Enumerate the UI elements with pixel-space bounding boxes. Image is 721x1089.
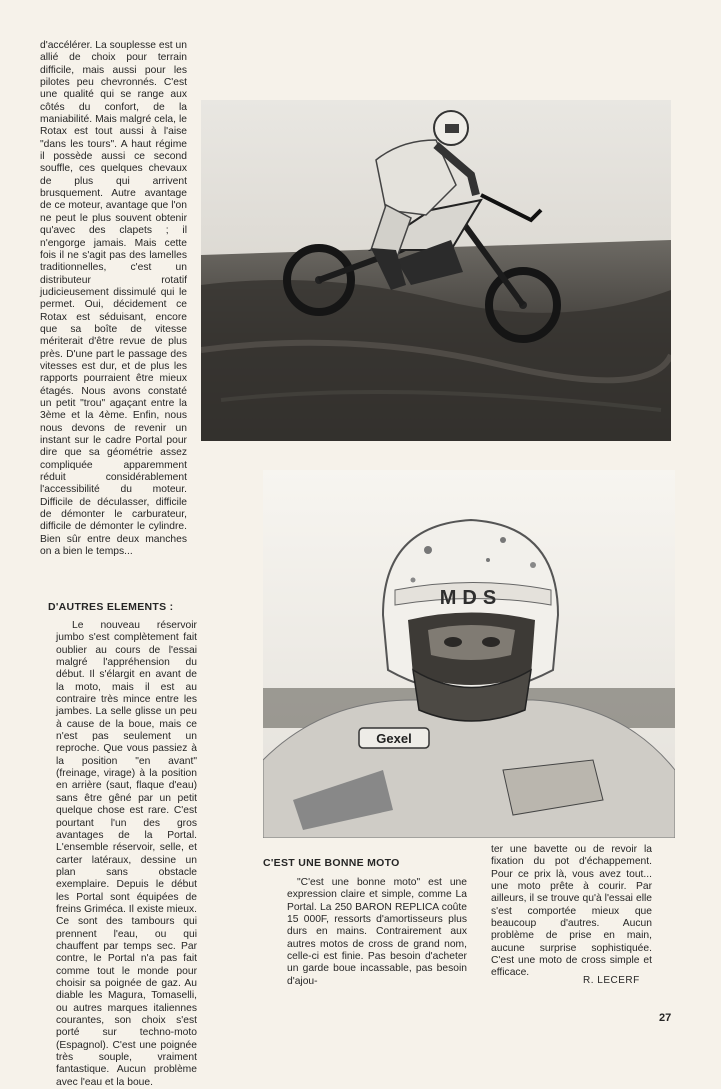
section-heading-elements: D'AUTRES ELEMENTS : (48, 601, 174, 613)
article-column-bonne-moto-2 (491, 844, 652, 980)
page-number: 27 (659, 1012, 672, 1024)
photo-rider-jump (201, 100, 671, 441)
paragraph-top: d'accélérer. La souplesse est un allié de choix pour terrain difficile, mais aussi pour les pilotes peu chevronnés. C'est une qualité qui se range aux côtés du confort, de la maniabilité. Mais malgré cela, le Rotax est tout aussi à l'aise "dans les tours". A haut régime il possède aussi ce second souffle, ces quelques chevaux de plus qui arrivent brusquement. Autre avantage de ce moteur, avantage que l'on ne peut le plus souvent obtenir qu'avec des clapets ; il n'engorge jamais. Mais cette fois il ne s'agit pas des lamelles traditionnelles, c'est un distributeur rotatif judicieusement dissimulé qui le permet. Oui, décidement ce Rotax est séduisant, encore que sa boîte de vitesse mériterait d'être revue de plus près. D'une part le passage des vitesses est dur, et de plus les rapports pourraient être mieux étagés. Nous avons constaté un petit "trou" agaçant entre la 3ème et la 4ème. Enfin, nous nous devons de revenir un instant sur le cadre Portal pour dire que sa géométrie assez compliquée apparemment réduit considérablement l'accessibilité du moteur. Difficile de déculasser, difficile de démonter le carburateur, difficile de démonter le cylindre. Bien sûr entre deux manches on a bien le temps... (40, 40, 187, 558)
paragraph-bonne-moto-1: "C'est une bonne moto" est une expression claire et simple, comme La Portal. La 250 BARON REPLICA coûte 15 000F, ressorts d'amortisseurs plus durs en mains. Contrairement aux autres motos de cross de grand nom, celle-ci est finie. Pas besoin d'acheter un garde boue incassable, pas besoin d'ajou- (287, 877, 467, 987)
photo-rider-portrait (263, 470, 675, 838)
author-signature: R. LECERF (583, 975, 640, 986)
article-column-top (40, 40, 187, 558)
photo-rider-portrait-image (263, 470, 675, 838)
paragraph-bonne-moto-2: ter une bavette ou de revoir la fixation du pot d'échappement. Pour ce prix là, vous avez tout... une moto prête à courir. Par ailleurs, il se trouve qu'à l'essai elle s'est comportée mieux que beaucoup d'autres. Aucun problème de prise en main, aucune surprise sophistiquée. C'est une moto de cross simple et efficace. (491, 844, 652, 979)
paragraph-elements: Le nouveau réservoir jumbo s'est complètement fait oublier au cours de l'essai malgré l'appréhension du début. Il s'élargit en avant de la moto, mais il est au contraire très mince entre les jambes. La selle glisse un peu à cause de la boue, mais ce n'est pas seulement un reproche. Que vous passiez à la position "en avant" (freinage, virage) à la position en arrière (saut, flaque d'eau) sans être gêné par un petit quelque chose est rare. C'est pourtant l'un des gros avantages de la Portal. L'ensemble réservoir, selle, et carter latéraux, dessine un plan sans obstacle exemplaire. Depuis le début les Portal sont équipées de freins Griméca. Il existe mieux. Ce sont des tambours qui prennent l'eau, ou qui chauffent par temps sec. Par contre, le Portal n'a pas fait comme tout le monde pour choisir sa poignée de gaz. Au diable les Magura, Tomaselli, ou autres marques italiennes courantes, son choix s'est porté sur techno-moto (Espagnol). C'est une poignée très souple, vraiment fantastique. Aucun problème avec l'eau et la boue. (56, 620, 197, 1088)
photo-rider-jump-image (201, 100, 671, 441)
article-column-bonne-moto-1 (287, 877, 467, 988)
helmet-text: MDS (439, 587, 503, 609)
article-column-elements (56, 620, 197, 1089)
jersey-brand-text: Gexel (376, 731, 412, 746)
section-heading-bonne-moto: C'EST UNE BONNE MOTO (263, 857, 400, 869)
